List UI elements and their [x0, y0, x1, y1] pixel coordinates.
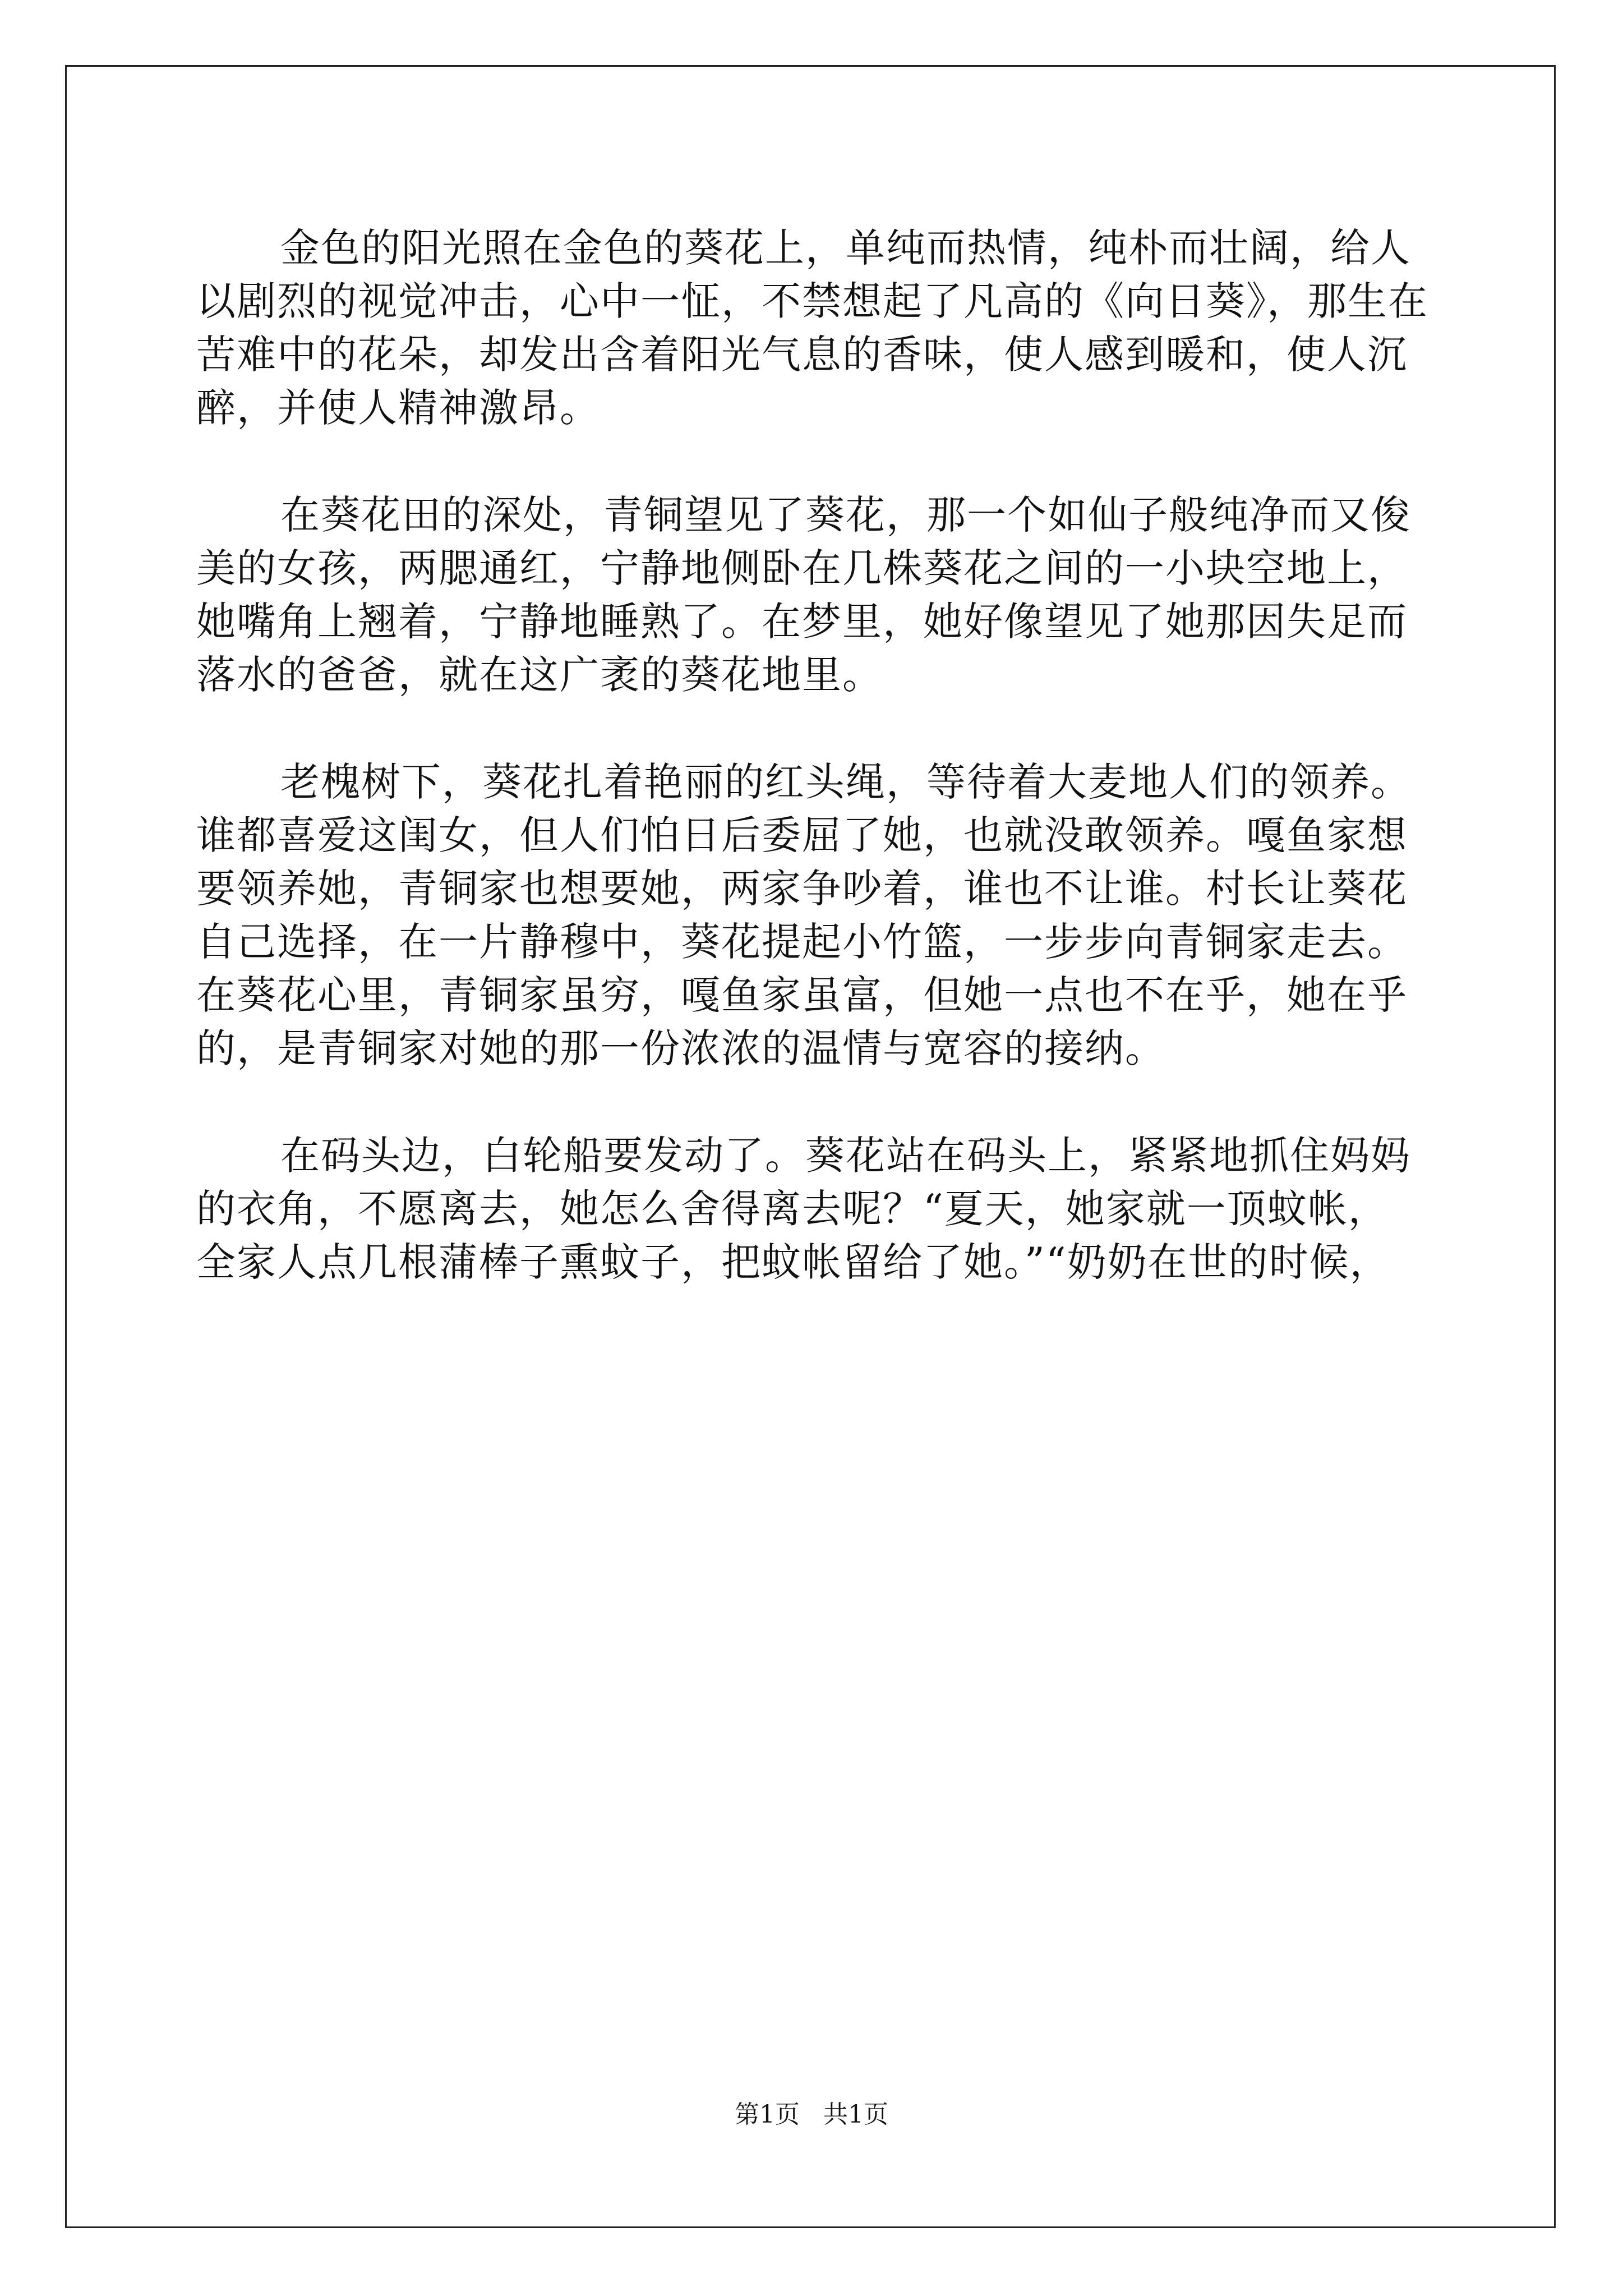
paragraph-1 [196, 222, 1441, 435]
text-line: 的，是青铜家对她的那一份浓浓的温情与宽容的接纳。 [196, 1025, 1165, 1071]
document-body [196, 222, 1441, 1289]
paragraph-4 [196, 1129, 1441, 1289]
paragraph-3 [196, 756, 1441, 1075]
text-line: 苦难中的花朵，却发出含着阳光气息的香味，使人感到暖和，使人沉 [196, 332, 1408, 378]
text-line: 她嘴角上翘着，宁静地睡熟了。在梦里，她好像望见了她那因失足而 [196, 599, 1408, 645]
text-line: 醉，并使人精神激昂。 [196, 385, 600, 431]
text-line: 在葵花田的深处，青铜望见了葵花，那一个如仙子般纯净而又俊 [280, 492, 1411, 538]
text-line: 以剧烈的视觉冲击，心中一怔，不禁想起了凡高的《向日葵》，那生在 [196, 278, 1428, 324]
page-total: 共1页 [823, 2100, 888, 2129]
text-line: 落水的爸爸，就在这广袤的葵花地里。 [196, 652, 883, 698]
page-number: 第1页 [735, 2100, 800, 2129]
text-line: 要领养她，青铜家也想要她，两家争吵着，谁也不让谁。村长让葵花 [196, 866, 1408, 912]
text-line: 的衣角，不愿离去，她怎么舍得离去呢？“夏天，她家就一顶蚊帐， [196, 1186, 1389, 1232]
text-line: 谁都喜爱这闺女，但人们怕日后委屈了她，也就没敢领养。嘎鱼家想 [196, 812, 1408, 858]
page-footer [0, 2098, 1623, 2132]
text-line: 在码头边，白轮船要发动了。葵花站在码头上，紧紧地抓住妈妈 [280, 1133, 1411, 1179]
text-line: 美的女孩，两腮通红，宁静地侧卧在几株葵花之间的一小块空地上， [196, 545, 1408, 591]
text-line: 老槐树下，葵花扎着艳丽的红头绳，等待着大麦地人们的领养。 [280, 759, 1411, 805]
text-line: 金色的阳光照在金色的葵花上，单纯而热情，纯朴而壮阔，给人 [280, 225, 1411, 271]
paragraph-2 [196, 489, 1441, 702]
text-line: 在葵花心里，青铜家虽穷，嘎鱼家虽富，但她一点也不在乎，她在乎 [196, 972, 1408, 1018]
text-line: 自己选择，在一片静穆中，葵花提起小竹篮，一步步向青铜家走去。 [196, 919, 1408, 965]
text-line: 全家人点几根蒲棒子熏蚊子，把蚊帐留给了她。”“奶奶在世的时候， [196, 1239, 1390, 1285]
